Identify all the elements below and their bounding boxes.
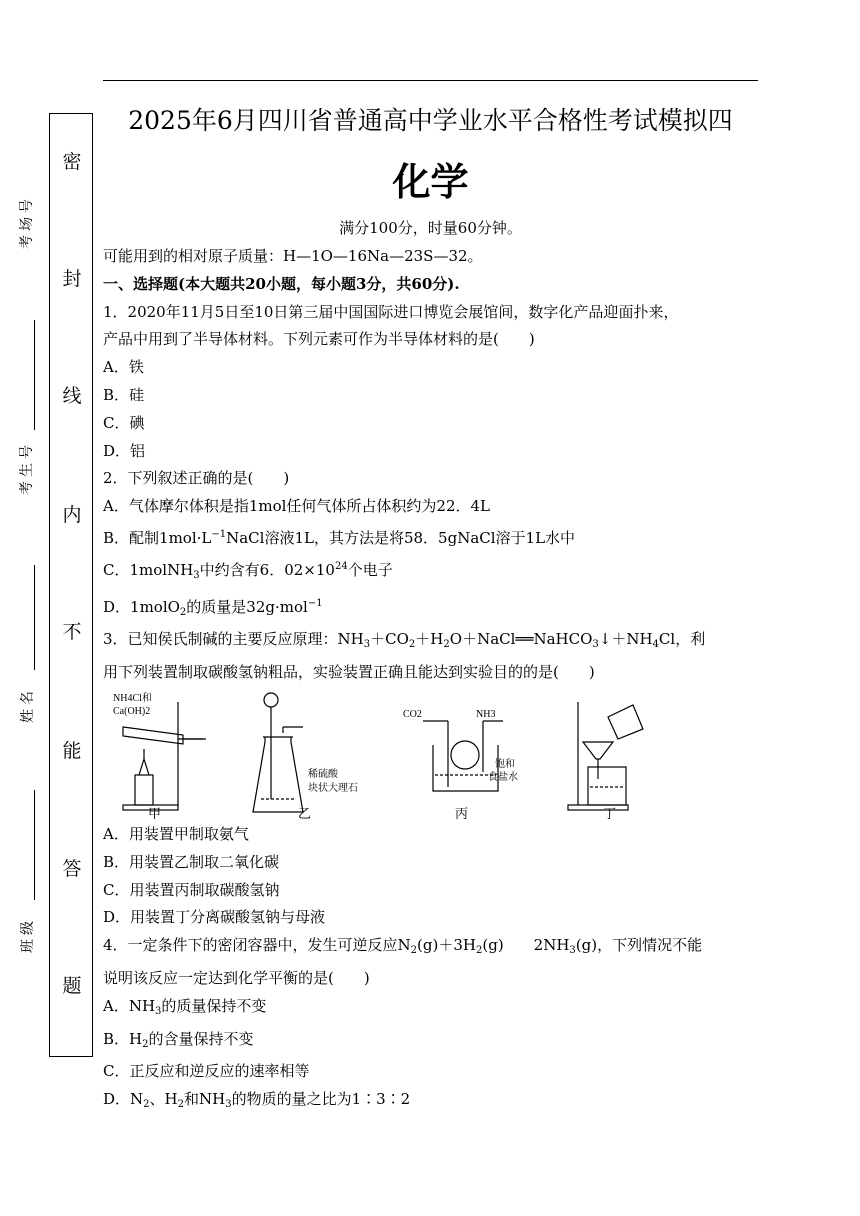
seal-char: 内 [62,504,82,526]
question-3-stem: 3．已知侯氏制碱的主要反应原理：$NH_3+CO_2+H_2O+NaCl══NaHCO_3↓+NH_4Cl$，利 [103,630,706,651]
fig-b-reagent-line1: 稀硫酸 [308,768,338,780]
subject-title: 化学 [392,159,469,204]
score-info: 满分100分，时量60分钟。 [339,219,522,237]
name-label: 姓名 [20,687,36,723]
atomic-mass-note: 可能用到的相对原子质量：H—1O—16Na—23S—32。 [103,247,483,265]
q4-option-a[interactable]: A．$NH_3$的质量保持不变 [103,996,267,1017]
candidate-number-label: 考生号 [19,441,35,495]
figure-caption-c: 丙 [455,806,469,822]
fig-a-reagent-line2: Ca(OH)2 [113,705,151,717]
apparatus-drawing [103,687,663,821]
seal-char: 能 [62,740,82,762]
seal-char: 封 [62,268,82,290]
q1-option-d[interactable]: D．铝 [103,441,146,460]
fig-c-reagent-line2: 食盐水 [488,771,518,783]
apparatus-figure [103,687,763,821]
question-1-stem: 1．2020年11月5日至10日第三届中国国际进口博览会展馆间，数字化产品迎面扑来， [103,302,679,321]
q1-option-b[interactable]: B．硅 [103,385,145,404]
q3-option-a[interactable]: A．用装置甲制取氨气 [103,824,249,843]
question-3-stem-cont: 用下列装置制取碳酸氢钠粗品，实验装置正确且能达到实验目的的是( ) [103,663,595,682]
fig-c-reagent-line1: 饱和 [495,758,515,770]
q2-option-b[interactable]: B．配制$1mol\cdot L^{-1}NaCl$溶液1L，其方法是将58．5gNaCl溶于1L水中 [103,528,576,547]
exam-room-field[interactable] [34,320,35,430]
q3-option-b[interactable]: B．用装置乙制取二氧化碳 [103,852,280,871]
q4-option-b[interactable]: B．$H_2$的含量保持不变 [103,1029,254,1050]
q3-option-c[interactable]: C．用装置丙制取碳酸氢钠 [103,880,280,899]
class-label: 班级 [20,917,36,953]
section-heading: 一、选择题(本大题共20小题，每小题3分，共60分). [103,274,460,293]
fig-c-inlet-1: CO2 [403,708,422,720]
q2-option-c[interactable]: C．1molNH$_3$中约含有6．$02\times 10^{24}$个电子 [103,560,393,581]
q1-option-c[interactable]: C．碘 [103,413,145,432]
candidate-number-field[interactable] [34,565,35,670]
figure-caption-d: 丁 [603,806,617,822]
exam-content [103,243,763,1119]
question-4-stem: 4．一定条件下的密闭容器中，发生可逆反应$N_2(g)+3H_2(g)$ $2NH_3(g)$，下列情况不能 [103,936,703,957]
question-1-stem-cont: 产品中用到了半导体材料。下列元素可作为半导体材料的是( ) [103,330,535,349]
figure-caption-a: 甲 [148,806,162,822]
top-rule [103,80,758,81]
seal-line-box [49,113,93,1057]
question-2-stem: 2．下列叙述正确的是( ) [103,469,290,488]
q4-option-d[interactable]: D．$N_2$、$H_2$和$NH_3$的物质的量之比为1∶3∶2 [103,1090,411,1111]
seal-char: 线 [62,385,82,407]
name-field[interactable] [34,790,35,900]
seal-char: 题 [62,975,82,997]
q2-option-d[interactable]: D．1molO$_2$的质量是32g·mol$^{-1}$ [103,597,323,618]
q4-option-c[interactable]: C．正反应和逆反应的速率相等 [103,1062,310,1081]
fig-c-inlet-2: NH3 [476,708,496,720]
fig-b-reagent-line2: 块状大理石 [308,782,358,794]
question-4-stem-cont: 说明该反应一定达到化学平衡的是( ) [103,968,370,987]
q1-option-a[interactable]: A．铁 [103,358,144,377]
figure-caption-b: 乙 [298,806,312,822]
seal-char: 密 [62,151,82,173]
seal-char: 答 [62,858,82,880]
seal-char: 不 [62,621,82,643]
q2-option-a[interactable]: A．气体摩尔体积是指1mol任何气体所占体积约为22．4L [103,497,491,516]
q3-option-d[interactable]: D．用装置丁分离碳酸氢钠与母液 [103,908,326,927]
fig-a-reagent-line1: NH4Cl和 [113,692,152,704]
exam-room-label: 考场号 [19,195,35,249]
exam-title: 2025年6月四川省普通高中学业水平合格性考试模拟四 [128,106,733,135]
